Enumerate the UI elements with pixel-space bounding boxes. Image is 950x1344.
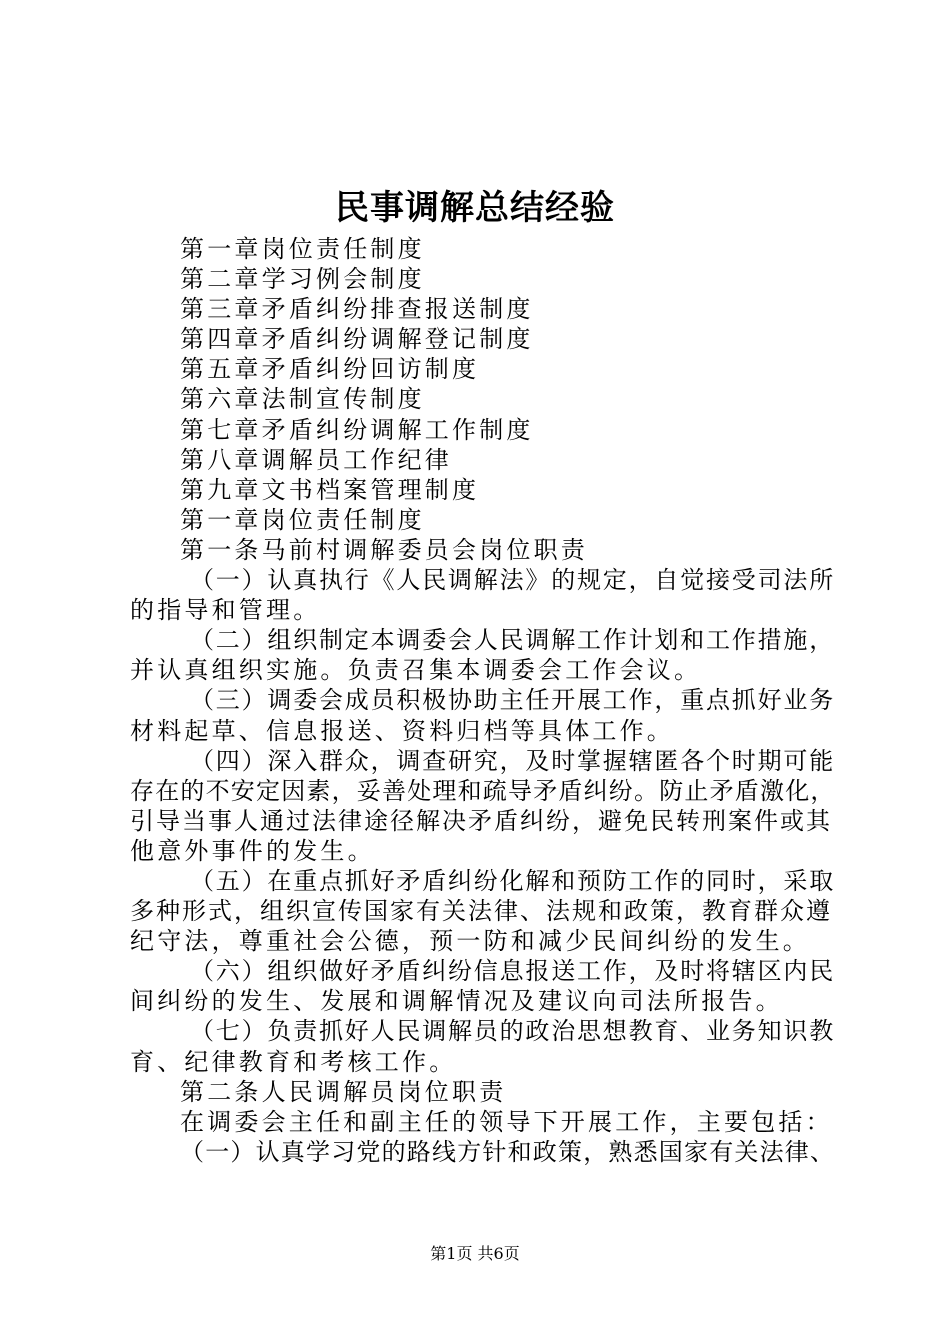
page-title: 民事调解总结经验 <box>335 188 615 228</box>
text-line: 在调委会主任和副主任的领导下开展工作，主要包括： <box>180 1107 833 1136</box>
text-line: 引导当事人通过法律途径解决矛盾纠纷，避免民转刑案件或其 <box>130 806 832 835</box>
text-line: （二）组织制定本调委会人民调解工作计划和工作措施， <box>190 626 835 655</box>
text-line: （六）组织做好矛盾纠纷信息报送工作，及时将辖区内民 <box>190 957 835 986</box>
page-number: 第1页 共6页 <box>430 1244 520 1263</box>
text-line: 多种形式，组织宣传国家有关法律、法规和政策，教育群众遵 <box>130 897 832 926</box>
text-line: （七）负责抓好人民调解员的政治思想教育、业务知识教 <box>190 1017 835 1046</box>
text-line: 第九章文书档案管理制度 <box>180 475 480 504</box>
text-line: （五）在重点抓好矛盾纠纷化解和预防工作的同时，采取 <box>190 866 835 895</box>
text-line: 第二章学习例会制度 <box>180 265 425 294</box>
text-line: 第一条马前村调解委员会岗位职责 <box>180 535 588 564</box>
text-line: 第四章矛盾纠纷调解登记制度 <box>180 325 534 354</box>
text-line: （四）深入群众，调查研究，及时掌握辖匿各个时期可能 <box>190 746 835 775</box>
text-line: 他意外事件的发生。 <box>130 836 375 865</box>
text-line: 材料起草、信息报送、资料归档等具体工作。 <box>130 716 674 745</box>
text-line: 第七章矛盾纠纷调解工作制度 <box>180 415 534 444</box>
text-line: （一）认真执行《人民调解法》的规定，自觉接受司法所 <box>190 566 835 595</box>
text-line: 第一章岗位责任制度 <box>180 505 425 534</box>
text-line: 第六章法制宣传制度 <box>180 385 425 414</box>
text-line: （三）调委会成员积极协助主任开展工作，重点抓好业务 <box>190 686 835 715</box>
text-line: 的指导和管理。 <box>130 596 321 625</box>
text-line: 间纠纷的发生、发展和调解情况及建议向司法所报告。 <box>130 987 783 1016</box>
text-line: 第八章调解员工作纪律 <box>180 445 452 474</box>
text-line: 第三章矛盾纠纷排查报送制度 <box>180 295 534 324</box>
document-body <box>130 234 836 1167</box>
text-line: 第五章矛盾纠纷回访制度 <box>180 355 480 384</box>
text-line: （一）认真学习党的路线方针和政策，熟悉国家有关法律、 <box>180 1137 836 1166</box>
text-line: 第一章岗位责任制度 <box>180 235 425 263</box>
text-line: 育、纪律教育和考核工作。 <box>130 1047 457 1076</box>
text-line: 存在的不安定因素，妥善处理和疏导矛盾纠纷。防止矛盾激化， <box>130 776 836 805</box>
text-line: 纪守法，尊重社会公德，预一防和减少民间纠纷的发生。 <box>130 927 810 956</box>
text-line: 第二条人民调解员岗位职责 <box>180 1077 507 1106</box>
text-line: 并认真组织实施。负责召集本调委会工作会议。 <box>130 656 702 685</box>
